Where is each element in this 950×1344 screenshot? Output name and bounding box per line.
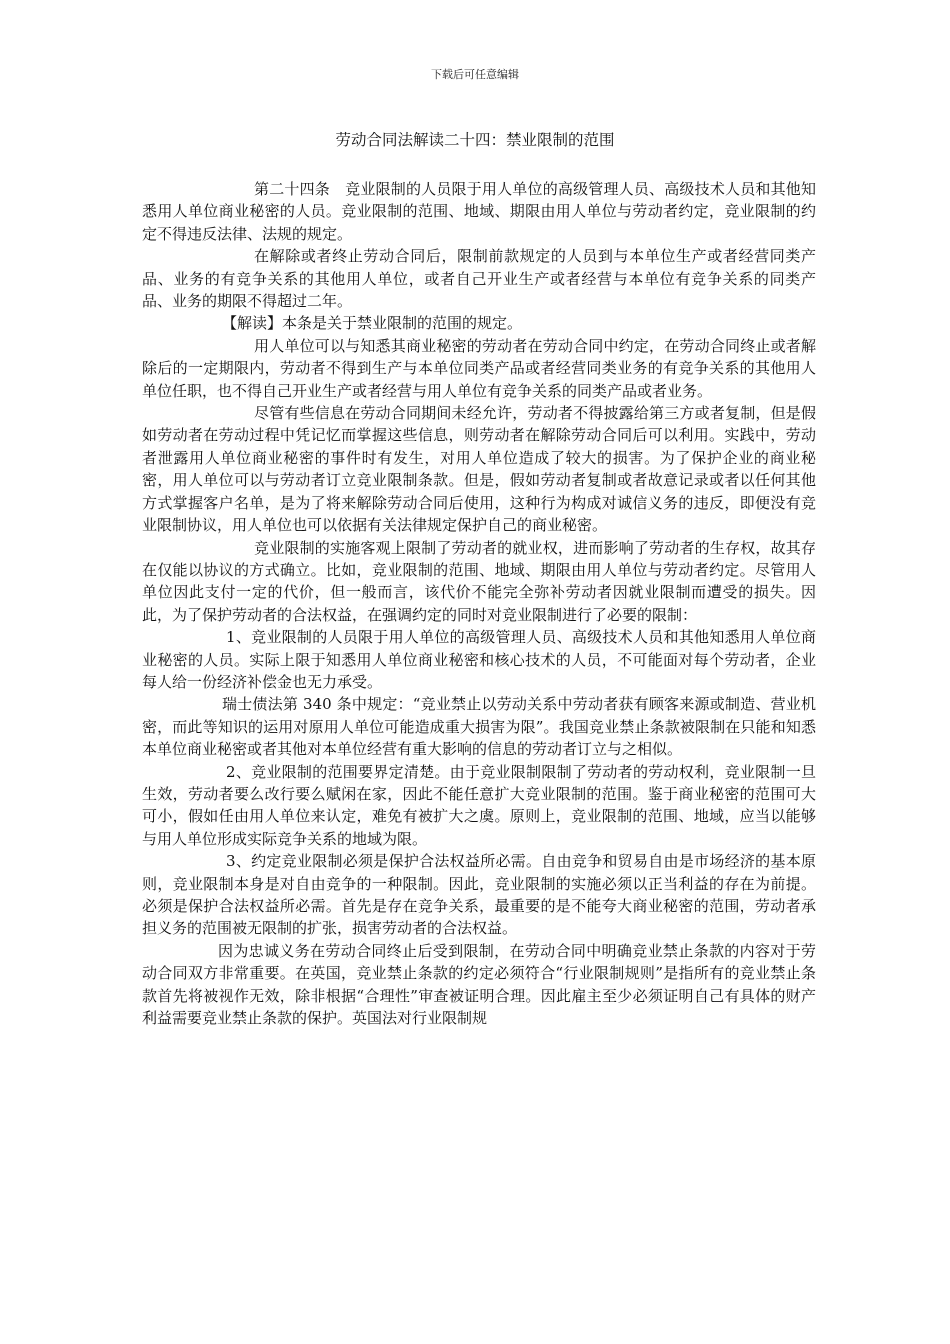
list-item-3: 3、约定竞业限制必须是保护合法权益所必需。自由竞争和贸易自由是市场经济的基本原则，竞业限制本身是对自由竞争的一种限制。因此，竞业限制的实施必须以正当利益的存在为前提。必须是保护合法权益所必需。首先是存在竞争关系，最重要的是不能夸大商业秘密的范围，劳动者承担义务的范围被无限制的扩张，损害劳动者的合法权益。	[142, 852, 816, 938]
interpretation-heading: 【解读】本条是关于禁业限制的范围的规定。	[222, 314, 523, 333]
body-paragraph: 尽管有些信息在劳动合同期间未经允许，劳动者不得披露给第三方或者复制，但是假如劳动者在劳动过程中凭记忆而掌握这些信息，则劳动者在解除劳动合同后可以利用。实践中，劳动者泄露用人单位商业秘密的事件时有发生，对用人单位造成了较大的损害。为了保护企业的商业秘密，用人单位可以与劳动者订立竞业限制条款。但是，假如劳动者复制或者故意记录或者以任何其他方式掌握客户名单，是为了将来解除劳动合同后使用，这种行为构成对诚信义务的违反，即便没有竞业限制协议，用人单位也可以依据有关法律规定保护自己的商业秘密。	[142, 404, 816, 535]
body-paragraph: 用人单位可以与知悉其商业秘密的劳动者在劳动合同中约定，在劳动合同终止或者解除后的一定期限内，劳动者不得到生产与本单位同类产品或者经营同类业务的有竞争关系的其他用人单位任职，也不得自己开业生产或者经营与用人单位有竞争关系的同类产品或者业务。	[142, 336, 816, 400]
page-title: 劳动合同法解读二十四：禁业限制的范围	[335, 131, 615, 149]
law-article-paragraph: 第二十四条 竞业限制的人员限于用人单位的高级管理人员、高级技术人员和其他知悉用人单位商业秘密的人员。竞业限制的范围、地域、期限由用人单位与劳动者约定，竞业限制的约定不得违反法律、法规的规定。	[142, 180, 816, 243]
body-paragraph: 竞业限制的实施客观上限制了劳动者的就业权，进而影响了劳动者的生存权，故其存在仅能以协议的方式确立。比如，竞业限制的范围、地域、期限由用人单位与劳动者约定。尽管用人单位因此支付一定的代价，但一般而言，该代价不能完全弥补劳动者因就业限制而遭受的损失。因此，为了保护劳动者的合法权益，在强调约定的同时对竞业限制进行了必要的限制：	[142, 538, 816, 624]
document-body	[142, 178, 816, 1029]
swiss-law-quote-paragraph: 瑞士债法第 340 条中规定：“竞业禁止以劳动关系中劳动者获有顾客来源或制造、营业机密，而此等知识的运用对原用人单位可能造成重大损害为限”。我国竞业禁止条款被限制在只能和知悉本单位商业秘密或者其他对本单位经营有重大影响的信息的劳动者订立与之相似。	[142, 695, 816, 759]
list-item-2: 2、竞业限制的范围要界定清楚。由于竞业限制限制了劳动者的劳动权利，竞业限制一旦生效，劳动者要么改行要么赋闲在家，因此不能任意扩大竞业限制的范围。鉴于商业秘密的范围可大可小，假如任由用人单位来认定，难免有被扩大之虞。原则上，竞业限制的范围、地域，应当以能够与用人单位形成实际竞争关系的地域为限。	[142, 762, 816, 848]
law-article-paragraph-2: 在解除或者终止劳动合同后，限制前款规定的人员到与本单位生产或者经营同类产品、业务的有竞争关系的其他用人单位，或者自己开业生产或者经营与本单位有竞争关系的同类产品、业务的期限不得超过二年。	[142, 247, 816, 311]
body-paragraph: 因为忠诚义务在劳动合同终止后受到限制，在劳动合同中明确竞业禁止条款的内容对于劳动合同双方非常重要。在英国，竞业禁止条款的约定必须符合“行业限制规则”是指所有的竞业禁止条款首先将被视作无效，除非根据“合理性”审查被证明合理。因此雇主至少必须证明自己有具体的财产利益需要竞业禁止条款的保护。英国法对行业限制规	[142, 941, 816, 1028]
list-item-1: 1、竞业限制的人员限于用人单位的高级管理人员、高级技术人员和其他知悉用人单位商业秘密的人员。实际上限于知悉用人单位商业秘密和核心技术的人员，不可能面对每个劳动者，企业每人给一份经济补偿金也无力承受。	[142, 628, 816, 691]
page-header-note: 下载后可任意编辑	[431, 68, 519, 81]
